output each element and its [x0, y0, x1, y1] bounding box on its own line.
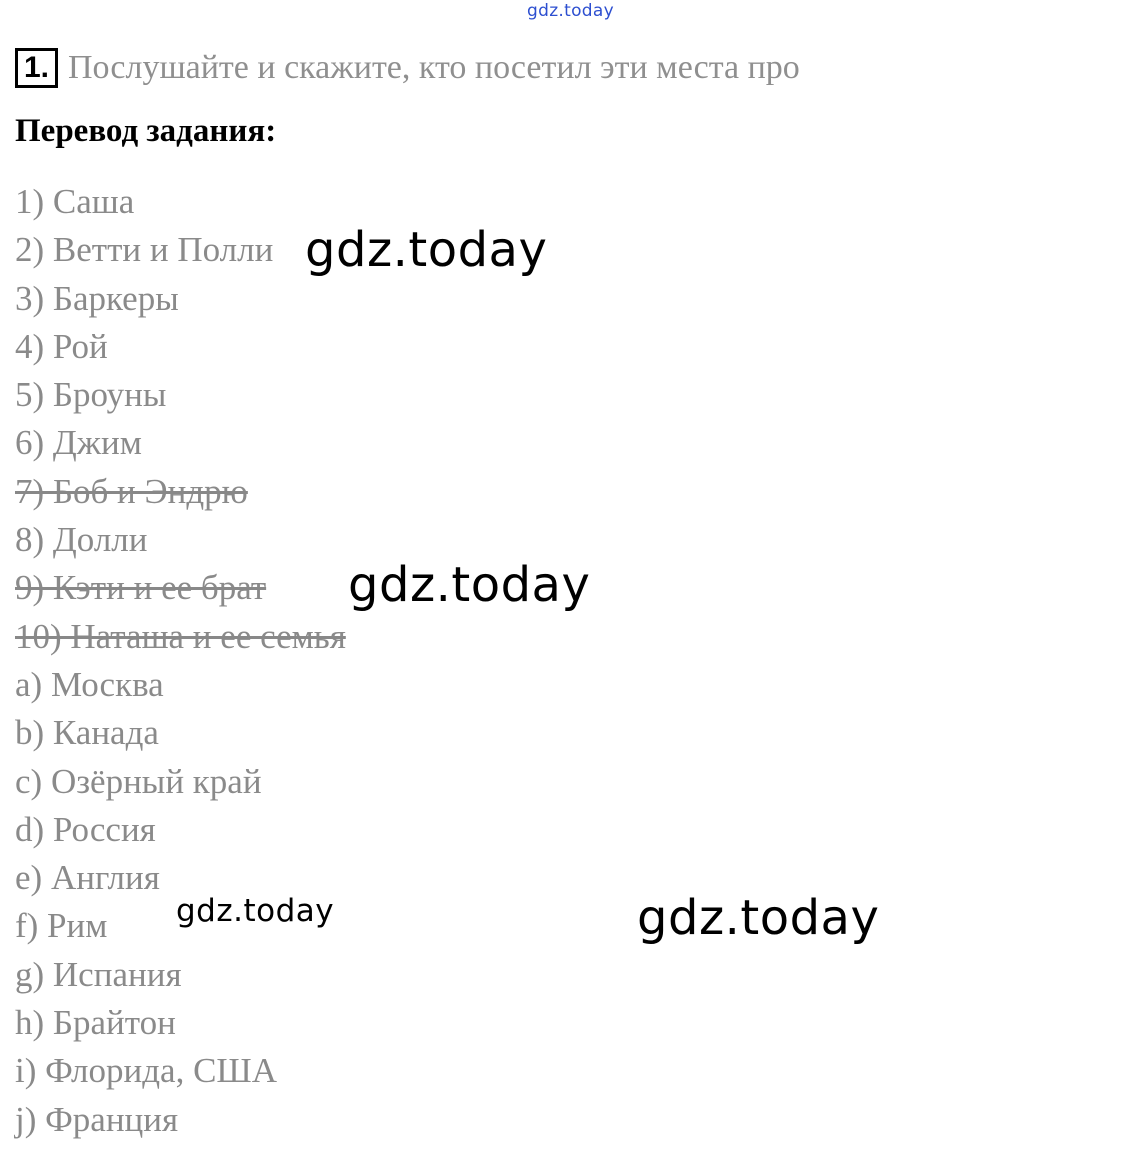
people-item: 1) Саша [15, 182, 135, 221]
place-item: g) Испания [15, 954, 182, 994]
place-item: e) Англия [15, 858, 160, 898]
people-item: 4) Рой [15, 326, 108, 366]
watermark: gdz.today [176, 893, 335, 929]
task-text: Послушайте и скажите, кто посетил эти места про [68, 49, 800, 86]
watermark: gdz.today [348, 557, 591, 613]
people-item: 10) Наташа и ее семья [15, 616, 346, 656]
translation-heading: Перевод задания: [15, 113, 277, 149]
place-item: c) Озёрный край [15, 761, 262, 801]
watermark: gdz.today [305, 222, 548, 278]
place-item: h) Брайтон [15, 1003, 176, 1043]
people-item: 6) Джим [15, 423, 142, 463]
people-item: 9) Кэти и ее брат [15, 568, 267, 608]
task-line [15, 48, 800, 88]
people-item: 7) Боб и Эндрю [15, 471, 248, 511]
place-item: j) Франция [15, 1099, 179, 1139]
people-item: 2) Ветти и Полли [15, 230, 274, 270]
people-item: 3) Баркеры [15, 278, 179, 318]
task-number-box: 1. [15, 48, 58, 88]
place-item: b) Канада [15, 713, 159, 753]
watermark: gdz.today [637, 890, 880, 946]
place-item: f) Рим [15, 906, 108, 946]
place-item: d) Россия [15, 809, 156, 849]
people-item: 5) Броуны [15, 375, 167, 415]
item-list [15, 178, 346, 1144]
place-item: i) Флорида, США [15, 1051, 278, 1091]
header-watermark: gdz.today [527, 1, 614, 21]
place-item: a) Москва [15, 664, 164, 704]
people-item: 8) Долли [15, 520, 148, 560]
